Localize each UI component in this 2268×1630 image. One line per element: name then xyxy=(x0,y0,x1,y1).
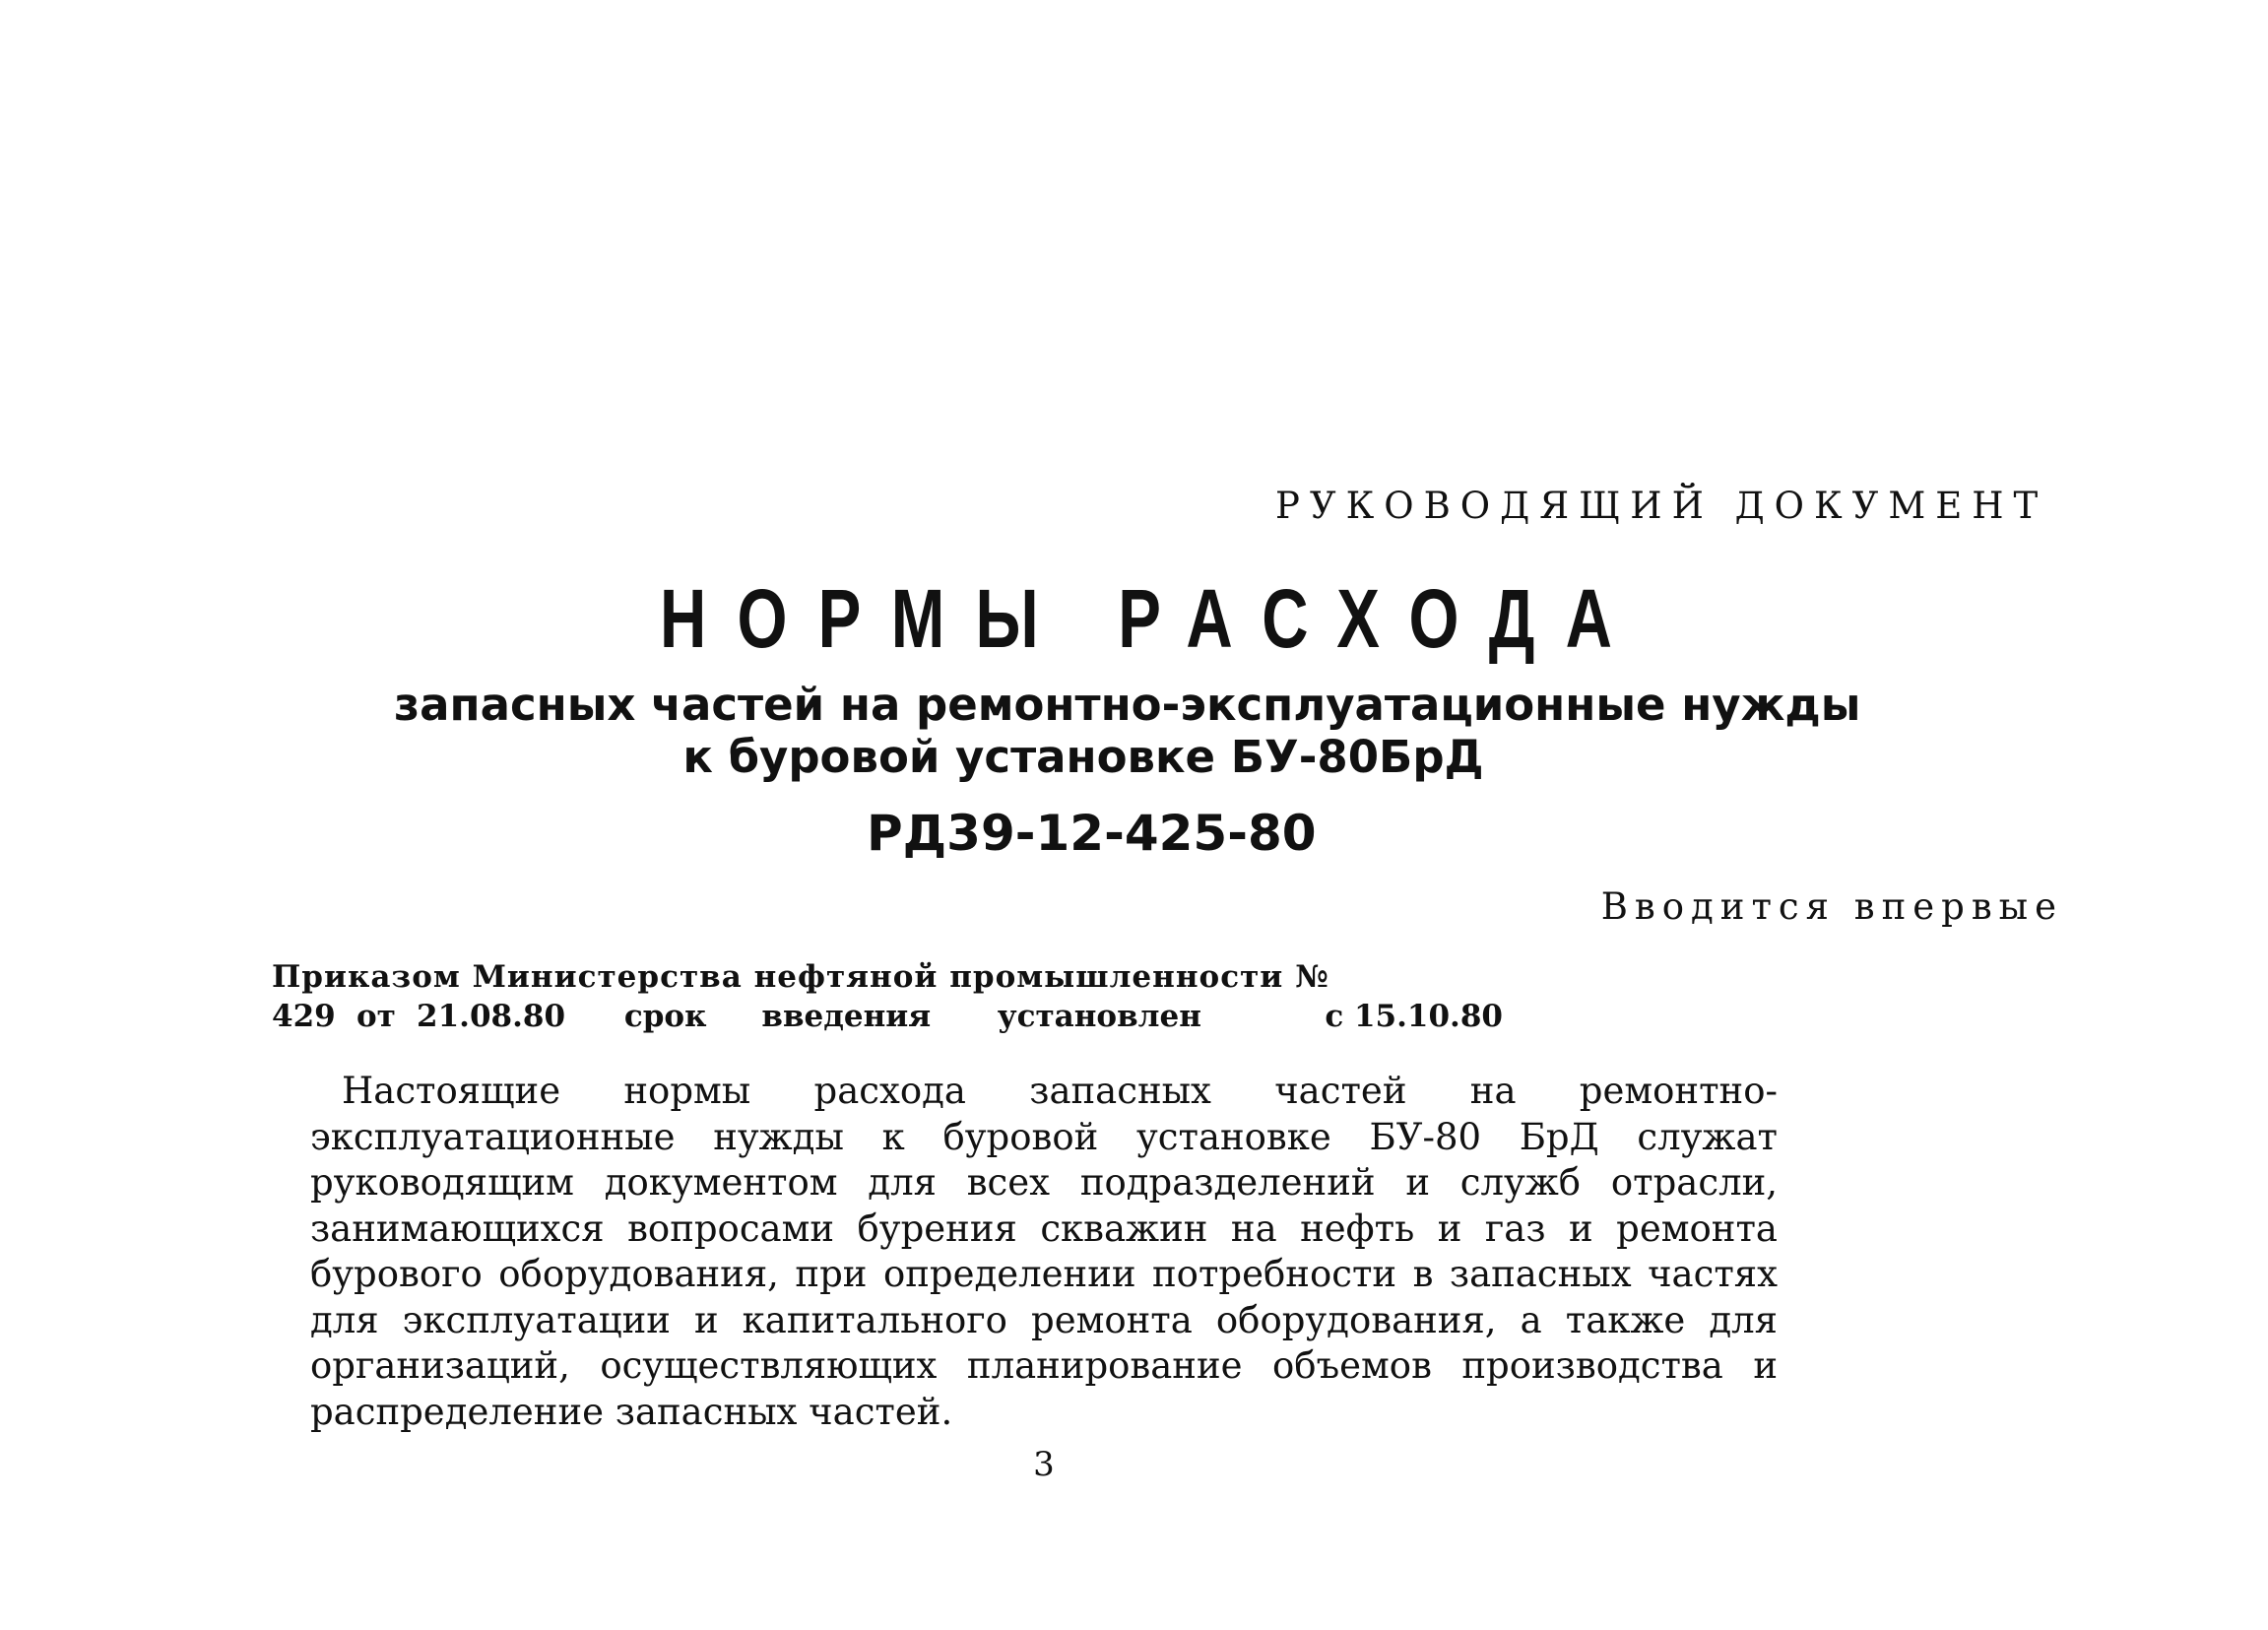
document-subtitle-line-1: запасных частей на ремонтно-эксплуатационные нужды xyxy=(394,679,1861,731)
order-set-word: установлен xyxy=(997,999,1201,1034)
order-from-word: от xyxy=(356,999,396,1034)
body-text: Настоящие нормы расхода запасных частей на ремонтно-эксплуатационные нужды к буровой установке БУ-80 БрД служат руководящим документом для всех подразделений и служб отрасли, занимающихся вопросами бурения скважин на нефть и газ и ремонта бурового оборудования, при определении потребности в запасных частях для эксплуатации и капитального ремонта оборудования, а также для организаций, осуществляющих планирование объемов производства и распределение запасных частей. xyxy=(310,1070,1778,1433)
order-term-word: срок xyxy=(623,999,707,1034)
document-kind-heading: РУКОВОДЯЩИЙ ДОКУМЕНТ xyxy=(1275,485,2048,527)
order-date: 21.08.80 xyxy=(417,999,566,1034)
order-number: 429 xyxy=(272,999,336,1034)
order-introduction-word: введения xyxy=(761,999,932,1034)
document-title: НОРМЫ РАСХОДА xyxy=(660,572,1644,665)
page-number: 3 xyxy=(1033,1445,1055,1484)
document-code: РД39-12-425-80 xyxy=(867,805,1317,862)
order-reference xyxy=(272,957,1503,1036)
order-ministry-line: Приказом Министерства нефтяной промышленности № xyxy=(272,959,1329,995)
order-effective-date: с 15.10.80 xyxy=(1325,999,1503,1034)
introduction-status: Вводится впервые xyxy=(1600,885,2063,928)
document-subtitle-line-2: к буровой установке БУ-80БрД xyxy=(682,731,1484,783)
order-details-line xyxy=(272,997,1503,1036)
body-paragraph xyxy=(310,1069,1778,1435)
